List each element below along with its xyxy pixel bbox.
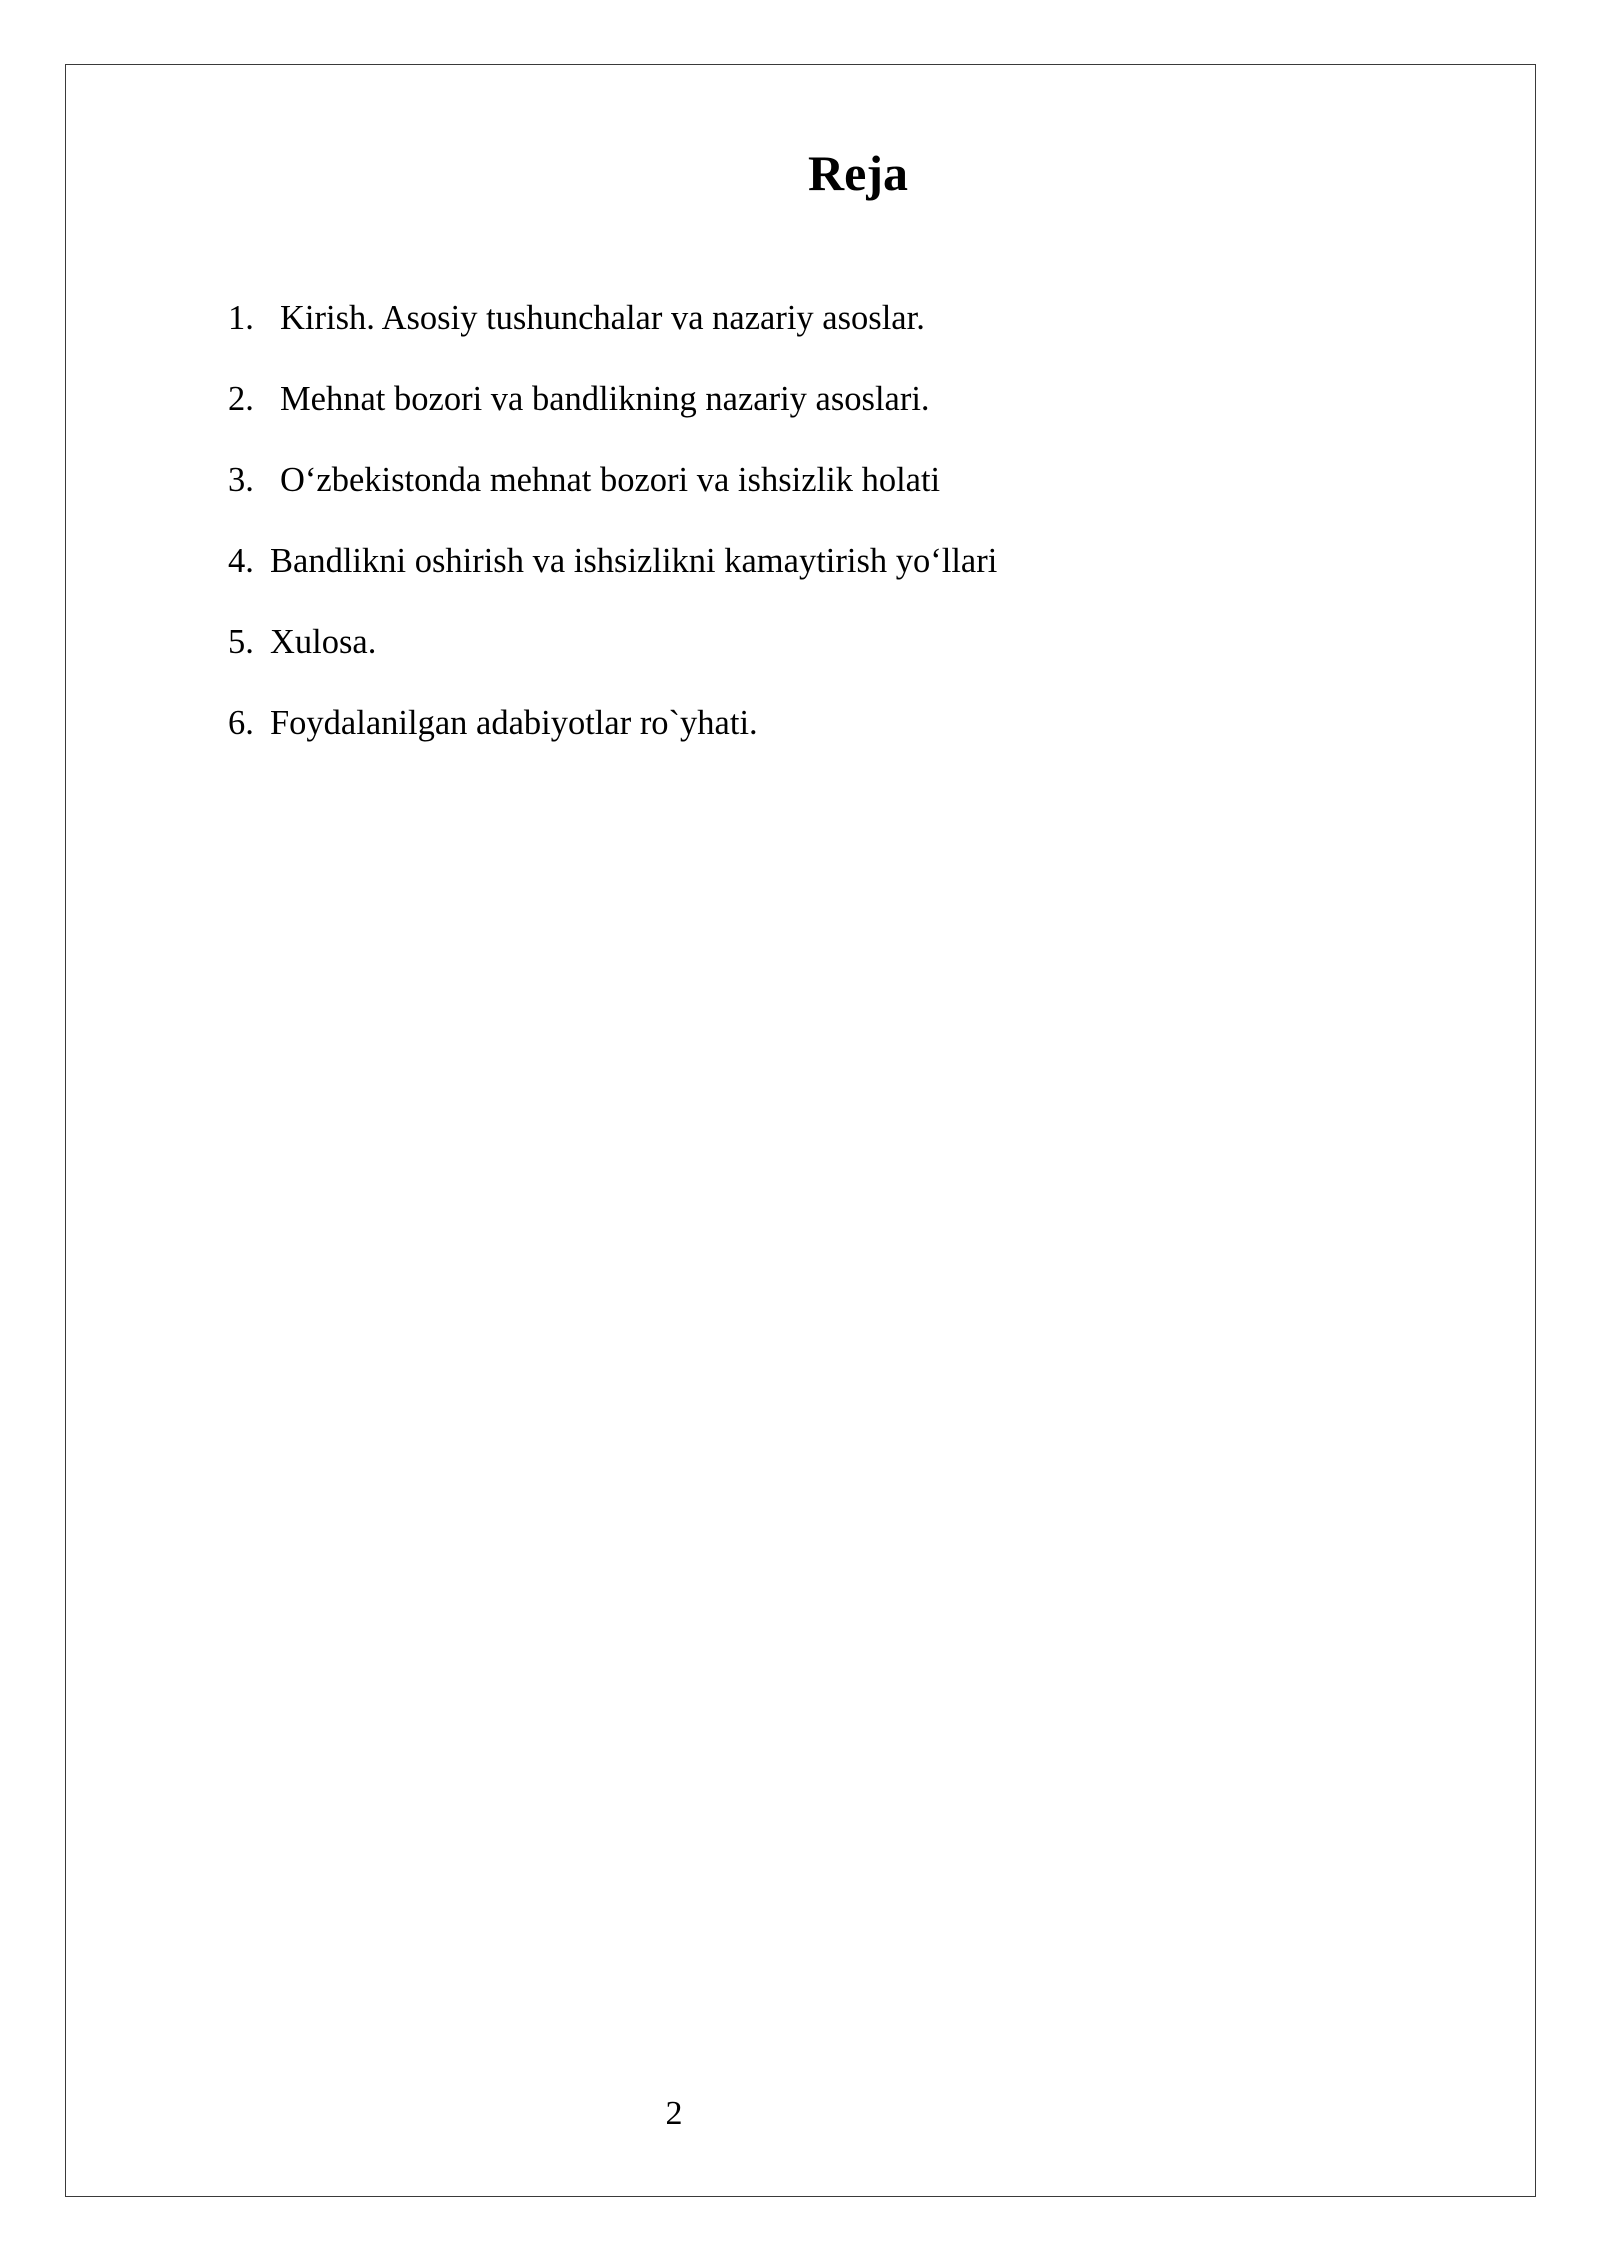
page-title: Reja [808, 145, 908, 201]
toc-item-text: Kirish. Asosiy tushunchalar va nazariy asoslar. [280, 299, 925, 337]
toc-item-number: 5. [228, 623, 254, 661]
toc-item-text: O‘zbekistonda mehnat bozori va ishsizlik holati [280, 461, 941, 499]
toc-item-number: 2. [228, 380, 254, 418]
toc-item-text: Bandlikni oshirish va ishsizlikni kamaytirish yo‘llari [270, 542, 998, 580]
toc-item-number: 3. [228, 461, 254, 499]
toc-item-number: 6. [228, 704, 254, 742]
toc-item-text: Mehnat bozori va bandlikning nazariy asoslari. [280, 380, 930, 418]
toc-item-number: 1. [228, 299, 254, 337]
toc-item-number: 4. [228, 542, 254, 580]
toc-item-text: Xulosa. [270, 623, 377, 661]
toc-item-text: Foydalanilgan adabiyotlar ro`yhati. [270, 704, 758, 742]
page-number: 2 [665, 2095, 683, 2132]
